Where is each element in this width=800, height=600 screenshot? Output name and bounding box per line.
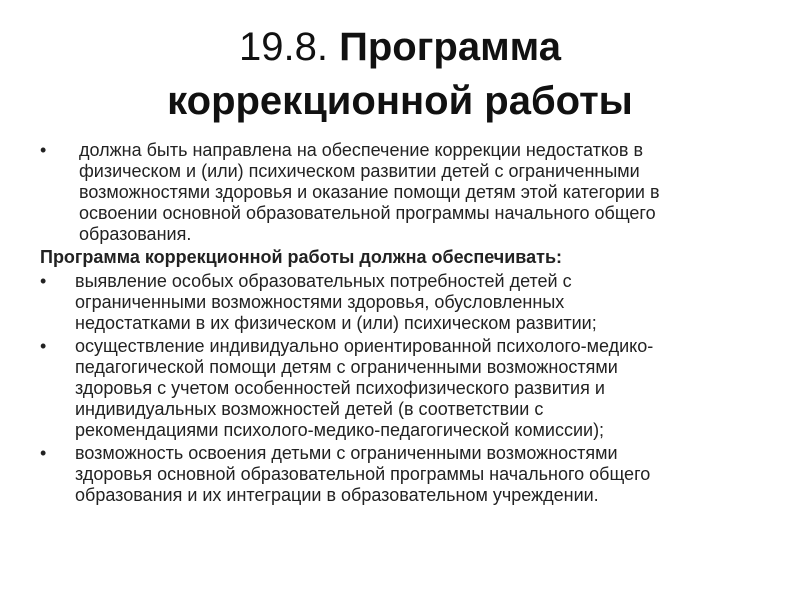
list-item [40, 443, 760, 506]
text-line: должна быть направлена на обеспечение коррекции недостатков в [79, 140, 644, 160]
bullet-icon: • [40, 271, 47, 291]
text-line: индивидуальных возможностей детей (в соответствии с [75, 399, 544, 419]
bullet-icon: • [40, 140, 47, 160]
text-line: здоровья с учетом особенностей психофизического развития и [75, 378, 605, 398]
slide-title [40, 20, 760, 128]
text-line: рекомендациями психолого-медико-педагогической комиссии); [75, 420, 605, 440]
list-item-text [75, 271, 760, 334]
text-line: выявление особых образовательных потребностей детей с [75, 271, 572, 291]
text-line: освоении основной образовательной программы начального общего [79, 203, 656, 223]
text-line: образования и их интеграции в образовательном учреждении. [75, 485, 599, 505]
text-line: здоровья основной образовательной программы начального общего [75, 464, 651, 484]
text-line: образования. [79, 224, 192, 244]
section-heading: Программа коррекционной работы должна обеспечивать: [40, 247, 563, 267]
text-line: возможность освоения детьми с ограниченными возможностями [75, 443, 618, 463]
list-item-text [75, 336, 760, 441]
text-line: физическом и (или) психическом развитии детей с ограниченными [79, 161, 640, 181]
list-item-text [75, 140, 760, 245]
title-line-1 [40, 20, 760, 74]
bullet-icon: • [40, 443, 47, 463]
slide-content [40, 140, 760, 508]
bullet-icon: • [40, 336, 47, 356]
title-line-2: коррекционной работы [167, 79, 633, 123]
text-line: педагогической помощи детям с ограниченными возможностями [75, 357, 618, 377]
text-line: возможностями здоровья и оказание помощи детям этой категории в [79, 182, 660, 202]
text-line: осуществление индивидуально ориентированной психолого-медико- [75, 336, 654, 356]
list-item [40, 336, 760, 441]
title-number: 19.8. [239, 25, 328, 69]
text-line: недостатками в их физическом и (или) психическом развитии; [75, 313, 597, 333]
list-item [40, 271, 760, 334]
text-line: ограниченными возможностями здоровья, обусловленных [75, 292, 565, 312]
list-item-text [75, 443, 760, 506]
list-item-intro [40, 140, 760, 245]
title-text-1: Программа [339, 25, 561, 69]
